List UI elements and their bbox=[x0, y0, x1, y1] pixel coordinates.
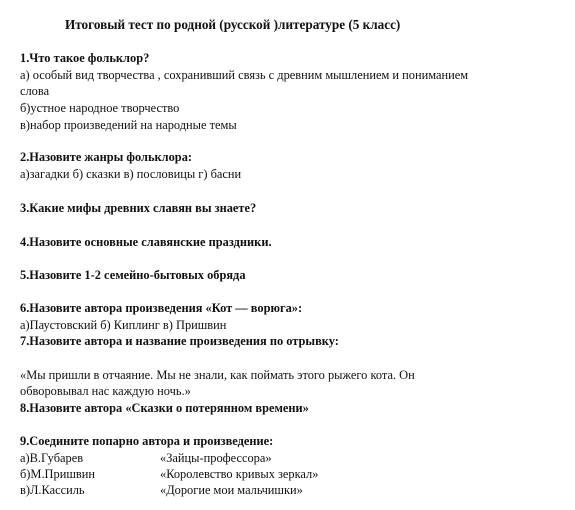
q6-options: а)Паустовский б) Киплинг в) Пришвин bbox=[20, 318, 227, 332]
q9-author-c: в)Л.Кассиль bbox=[20, 483, 85, 497]
q7-quote-line1: «Мы пришли в отчаяние. Мы не знали, как поймать этого рыжего кота. Он bbox=[20, 368, 415, 382]
q1-option-b: б)устное народное творчество bbox=[20, 101, 180, 115]
q9-author-b: б)М.Пришвин bbox=[20, 467, 95, 481]
question-2: 2.Назовите жанры фольклора: bbox=[20, 150, 193, 164]
q9-work-2: «Королевство кривых зеркал» bbox=[160, 467, 319, 481]
q1-option-c: в)набор произведений на народные темы bbox=[20, 118, 237, 132]
question-5: 5.Назовите 1-2 семейно-бытовых обряда bbox=[20, 268, 246, 282]
q9-work-1: «Зайцы-профессора» bbox=[160, 451, 272, 465]
question-4: 4.Назовите основные славянские праздники. bbox=[20, 235, 272, 249]
question-7: 7.Назовите автора и название произведения по отрывку: bbox=[20, 334, 339, 348]
q2-options: а)загадки б) сказки в) пословицы г) басни bbox=[20, 167, 242, 181]
q9-author-a: а)В.Губарев bbox=[20, 451, 84, 465]
q1-option-a-line2: слова bbox=[20, 84, 50, 98]
question-6: 6.Назовите автора произведения «Кот — ворюга»: bbox=[20, 301, 303, 315]
question-9: 9.Соедините попарно автора и произведение: bbox=[20, 434, 274, 448]
q7-quote-line2: обворовывал нас каждую ночь.» bbox=[20, 384, 191, 398]
question-1: 1.Что такое фольклор? bbox=[20, 51, 150, 65]
q1-option-a-line1: а) особый вид творчества , сохранивший связь с древним мышлением и пониманием bbox=[20, 68, 469, 82]
q9-work-3: «Дорогие мои мальчишки» bbox=[160, 483, 303, 497]
question-3: 3.Какие мифы древних славян вы знаете? bbox=[20, 201, 257, 215]
question-8: 8.Назовите автора «Сказки о потерянном времени» bbox=[20, 401, 309, 415]
page-title: Итоговый тест по родной (русской )литературе (5 класс) bbox=[65, 17, 401, 32]
